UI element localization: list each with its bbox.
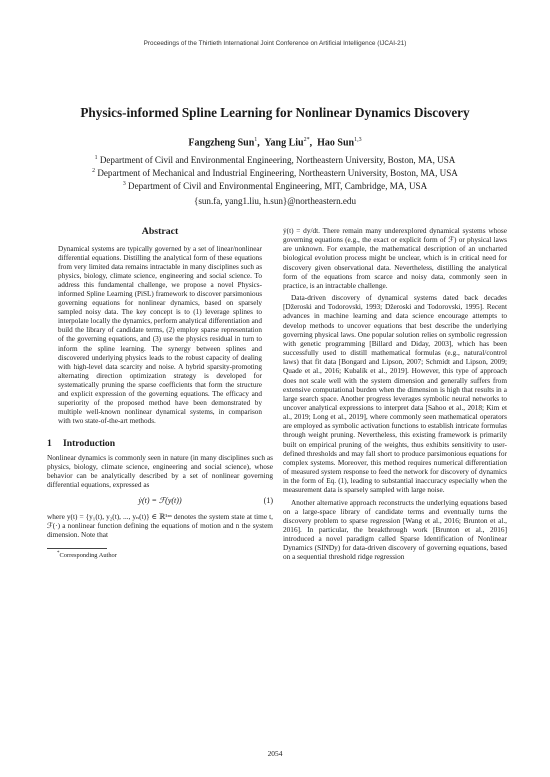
equation-1	[47, 496, 273, 507]
affiliation	[0, 155, 550, 165]
affiliation-text: Department of Mechanical and Industrial Engineering, Northeastern University, Boston, MA, USA	[97, 168, 458, 179]
paper-title: Physics-informed Spline Learning for Nonlinear Dynamics Discovery	[80, 105, 470, 120]
author-name: Yang Liu	[264, 137, 304, 149]
author-mark: 1	[254, 137, 258, 143]
author-name: Hao Sun	[317, 137, 355, 149]
body-paragraph: Data-driven discovery of dynamical systems dated back decades [Džeroski and Todorovski, 1993; Džeroski and Todorovski, 1995]. Recent advances in machine learning and data science encourage attempts to develop methods to uncover equations that best describe the underlying governing physical laws. One popular solution relies on symbolic regression with genetic programming [Billard and Diday, 2003], which has been successfully used to distill mathematical formulas (e.g., natural/control laws) that fit data [Bongard and Lipson, 2007; Schmidt and Lipson, 2009; Quade et al., 2016; Kubalík et al., 2019]. However, this type of approach does not scale well with the system dimension and generally suffers from extensive computational burden when the dimension is high that results in a large search space. Another progress leverages symbolic neural networks to uncover analytical expressions to interpret data [Sahoo et al., 2018; Kim et al., 2019; Long et al., 2019], where commonly seen mathematical operators are employed as symbolic activation functions to establish intricate formulas through weight pruning. Nevertheless, this existing framework is primarily built on empirical pruning of the weights, thus exhibits sensitivity to user-defined thresholds and may fall short to produce parsimonious equations for complex systems. Moreover, this method requires numerical differentiation of measured system response to feed the network for discovery of dynamics in the form of Eq. (1), leading to substantial inaccuracy especially when the measurement data is sparsely sampled with large noise.	[283, 293, 507, 495]
page-number: 2054	[267, 749, 283, 758]
intro-paragraph: where y(t) = {y₁(t), y₂(t), ..., yₙ(t)} ∈ ℝ¹ˣⁿ denotes the system state at time t, ℱ(·) a nonlinear function defining the equations of motion and n the system dimension. Note that	[47, 511, 273, 539]
section-heading	[47, 438, 273, 449]
right-column	[283, 226, 507, 565]
proceedings-header: Proceedings of the Thirtieth International Joint Conference on Artificial Intelligence (IJCAI-21)	[143, 40, 407, 47]
author-email: {sun.fa, yang1.liu, h.sun}@northeastern.edu	[193, 196, 357, 206]
footnote-text: Corresponding Author	[59, 552, 117, 560]
abstract-heading: Abstract	[141, 226, 179, 237]
footnote-rule	[47, 548, 107, 549]
section-number: 1	[47, 437, 52, 449]
author-name: Fangzheng Sun	[188, 137, 255, 149]
section-title: Introduction	[63, 437, 116, 449]
intro-paragraph: Nonlinear dynamics is commonly seen in nature (in many disciplines such as physics, biology, climate science, engineering and social science), whose behavior can be analytically described by a set of nonlinear governing differential equations, expressed as	[47, 452, 273, 490]
affiliation	[0, 168, 550, 178]
footnote-mark: *	[57, 551, 60, 557]
left-column	[47, 226, 273, 559]
affiliation-text: Department of Civil and Environmental Engineering, MIT, Cambridge, MA, USA	[128, 181, 428, 192]
affiliation	[0, 181, 550, 191]
body-paragraph: ẏ(t) = dy/dt. There remain many underexplored dynamical systems whose governing equations (e.g., the exact or explicit form of ℱ) or physical laws are unknown. For example, the mathematical description of an uncharted biological evolution process might be unclear, which is in critical need for discovery given observational data. Nevertheless, distilling the analytical form of the equations from scarce and noisy data, commonly seen in practice, is an intractable challenge.	[283, 226, 507, 290]
equation-number: (1)	[263, 495, 273, 505]
abstract-body: Dynamical systems are typically governed by a set of linear/nonlinear differential equations. Distilling the analytical form of these equations from very limited data remains intractable in many disciplines such as physics, biology, climate science, engineering and social science. To address this fundamental challenge, we propose a novel Physics-informed Spline Learning (PiSL) framework to discover parsimonious governing equations for nonlinear dynamics, based on sparsely sampled noisy data. The key concept is to (1) leverage splines to interpolate locally the dynamics, perform analytical differentiation and build the library of candidate terms, (2) employ sparse representation of the governing equations, and (3) use the physics residual in turn to inform the spline learning. The synergy between splines and discovered underlying physics leads to the robust capacity of dealing with high-level data scarcity and noise. A hybrid sparsity-promoting alternating direction optimization strategy is developed for systematically pruning the sparse coefficients that form the structure and explicit expression of the governing equations. The efficacy and superiority of the proposed method have been demonstrated by multiple well-known nonlinear dynamical systems, in comparison with two state-of-the-art methods.	[58, 245, 262, 425]
affiliation-text: Department of Civil and Environmental Engineering, Northeastern University, Boston, MA, USA	[99, 155, 456, 166]
author-list: Fangzheng Sun$^1$, Yang Liu$^{2*}$, Hao Sun$^{1,3}$	[188, 137, 362, 149]
author-mark: 2*	[303, 137, 310, 143]
author-mark: 1,3	[354, 137, 362, 143]
affiliation-mark: 3	[122, 181, 126, 187]
affiliation-mark: 2	[92, 168, 96, 174]
equation-body: ẏ(t) = ℱ(y(t))	[138, 495, 182, 505]
footnote	[47, 551, 273, 559]
affiliation-mark: 1	[94, 155, 98, 161]
body-paragraph: Another alternative approach reconstructs the underlying equations based on a large-space library of candidate terms and eventually turns the discovery problem to sparse regression [Wang et al., 2016; Brunton et al., 2016]. In particular, the breakthrough work [Brunton et al., 2016] introduced a novel paradigm called Sparse Identification of Nonlinear Dynamics (SINDy) for data-driven discovery of governing equations, based on a sequential threshold ridge regression	[283, 497, 507, 562]
